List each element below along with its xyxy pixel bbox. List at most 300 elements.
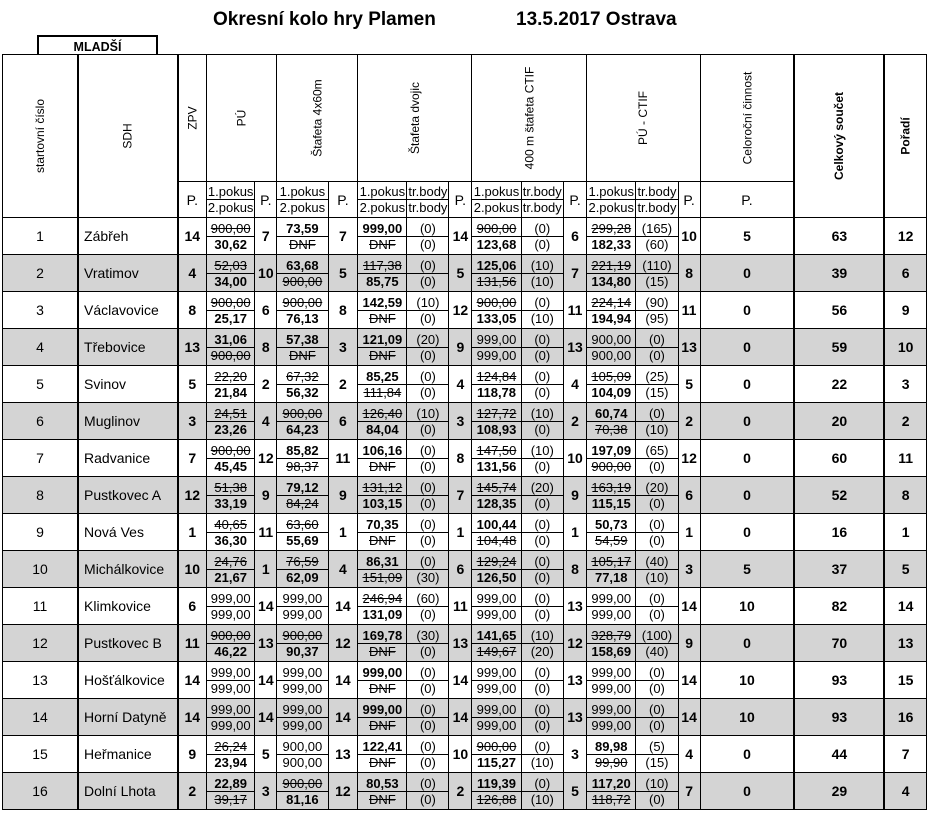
pu-points-cell: 10 (255, 255, 277, 292)
total-sum-cell: 59 (794, 329, 884, 366)
stafeta-dvojic-points-cell: 14 (449, 218, 472, 255)
pu-points-cell: 14 (255, 588, 277, 625)
stafeta400-penalty-cell: (0) (0) (521, 329, 563, 366)
table-row (3, 218, 927, 255)
pu-times-cell: 24,51 23,26 (206, 403, 255, 440)
stafeta400-points-cell: 12 (563, 625, 586, 662)
header-pu: PÚ (206, 55, 276, 182)
stafeta4x60-points-cell: 7 (328, 218, 358, 255)
header-sdh: SDH (78, 55, 178, 218)
sub-d-pokus: 1.pokus 2.pokus (358, 182, 407, 218)
stafeta-dvojic-times-cell: 169,78 DNF (358, 625, 407, 662)
stafeta400-points-cell: 6 (563, 218, 586, 255)
zpv-cell: 13 (178, 329, 207, 366)
stafeta400-times-cell: 900,00 115,27 (472, 736, 521, 773)
rank-cell: 8 (884, 477, 926, 514)
stafeta-dvojic-penalty-cell: (0) (0) (407, 773, 449, 810)
pu-points-cell: 13 (255, 625, 277, 662)
table-row (3, 551, 927, 588)
rank-cell: 12 (884, 218, 926, 255)
pu-times-cell: 22,20 21,84 (206, 366, 255, 403)
stafeta-dvojic-times-cell: 999,00 DNF (358, 699, 407, 736)
stafeta4x60-points-cell: 5 (328, 255, 358, 292)
total-sum-cell: 93 (794, 699, 884, 736)
sub-u-tr: tr.body tr.body (636, 182, 678, 218)
pu-ctif-times-cell: 163,19 115,15 (587, 477, 636, 514)
start-no-cell: 13 (3, 662, 79, 699)
stafeta400-points-cell: 10 (563, 440, 586, 477)
pu-ctif-times-cell: 328,79 158,69 (587, 625, 636, 662)
pu-points-cell: 6 (255, 292, 277, 329)
pu-ctif-points-cell: 2 (678, 403, 700, 440)
stafeta400-penalty-cell: (0) (10) (521, 292, 563, 329)
stafeta400-points-cell: 4 (563, 366, 586, 403)
zpv-cell: 12 (178, 477, 207, 514)
zpv-cell: 5 (178, 366, 207, 403)
pu-times-cell: 26,24 23,94 (206, 736, 255, 773)
pu-points-cell: 5 (255, 736, 277, 773)
pu-ctif-points-cell: 10 (678, 218, 700, 255)
pu-points-cell: 3 (255, 773, 277, 810)
celorocni-cell: 5 (700, 218, 794, 255)
sub-u-p: P. (678, 182, 700, 218)
total-sum-cell: 60 (794, 440, 884, 477)
start-no-cell: 12 (3, 625, 79, 662)
table-row (3, 440, 927, 477)
zpv-cell: 1 (178, 514, 207, 551)
stafeta-dvojic-points-cell: 12 (449, 292, 472, 329)
pu-ctif-penalty-cell: (65) (0) (636, 440, 678, 477)
pu-ctif-points-cell: 13 (678, 329, 700, 366)
stafeta400-penalty-cell: (0) (0) (521, 514, 563, 551)
sub-d-p: P. (449, 182, 472, 218)
rank-cell: 2 (884, 403, 926, 440)
stafeta-dvojic-points-cell: 8 (449, 440, 472, 477)
stafeta400-times-cell: 145,74 128,35 (472, 477, 521, 514)
start-no-cell: 8 (3, 477, 79, 514)
celorocni-cell: 0 (700, 403, 794, 440)
sub-d-tr: tr.body tr.body (407, 182, 449, 218)
stafeta4x60-times-cell: 63,60 55,69 (277, 514, 328, 551)
stafeta-dvojic-penalty-cell: (0) (0) (407, 440, 449, 477)
stafeta-dvojic-times-cell: 122,41 DNF (358, 736, 407, 773)
celorocni-cell: 0 (700, 625, 794, 662)
sdh-name-cell: Dolní Lhota (78, 773, 178, 810)
stafeta400-times-cell: 124,84 118,78 (472, 366, 521, 403)
table-row (3, 736, 927, 773)
stafeta-dvojic-points-cell: 10 (449, 736, 472, 773)
stafeta400-penalty-cell: (0) (0) (521, 551, 563, 588)
stafeta400-penalty-cell: (10) (0) (521, 440, 563, 477)
stafeta-dvojic-times-cell: 999,00 DNF (358, 662, 407, 699)
sub-c-tr: tr.body tr.body (521, 182, 563, 218)
table-row (3, 366, 927, 403)
pu-points-cell: 12 (255, 440, 277, 477)
pu-ctif-times-cell: 999,00 999,00 (587, 699, 636, 736)
total-sum-cell: 93 (794, 662, 884, 699)
date-place: 13.5.2017 Ostrava (516, 9, 677, 30)
stafeta400-times-cell: 125,06 131,56 (472, 255, 521, 292)
stafeta400-times-cell: 119,39 126,88 (472, 773, 521, 810)
pu-ctif-penalty-cell: (165) (60) (636, 218, 678, 255)
pu-ctif-times-cell: 221,19 134,80 (587, 255, 636, 292)
pu-points-cell: 1 (255, 551, 277, 588)
sub-u-pokus: 1.pokus 2.pokus (587, 182, 636, 218)
table-row (3, 255, 927, 292)
stafeta-dvojic-penalty-cell: (0) (0) (407, 366, 449, 403)
pu-times-cell: 900,00 45,45 (206, 440, 255, 477)
stafeta-dvojic-times-cell: 131,12 103,15 (358, 477, 407, 514)
zpv-cell: 8 (178, 292, 207, 329)
stafeta400-points-cell: 8 (563, 551, 586, 588)
stafeta400-penalty-cell: (10) (0) (521, 403, 563, 440)
pu-ctif-points-cell: 8 (678, 255, 700, 292)
table-row (3, 773, 927, 810)
stafeta400-penalty-cell: (0) (10) (521, 736, 563, 773)
stafeta400-penalty-cell: (10) (10) (521, 255, 563, 292)
stafeta4x60-times-cell: 57,38 DNF (277, 329, 328, 366)
stafeta-dvojic-points-cell: 7 (449, 477, 472, 514)
pu-points-cell: 7 (255, 218, 277, 255)
stafeta-dvojic-points-cell: 14 (449, 662, 472, 699)
total-sum-cell: 70 (794, 625, 884, 662)
stafeta4x60-points-cell: 11 (328, 440, 358, 477)
pu-ctif-points-cell: 1 (678, 514, 700, 551)
stafeta-dvojic-times-cell: 117,38 85,75 (358, 255, 407, 292)
results-table (2, 54, 927, 810)
stafeta-dvojic-penalty-cell: (10) (0) (407, 292, 449, 329)
stafeta-dvojic-times-cell: 126,40 84,04 (358, 403, 407, 440)
pu-ctif-times-cell: 999,00 999,00 (587, 662, 636, 699)
stafeta400-penalty-cell: (0) (0) (521, 699, 563, 736)
sub-s-pokus: 1.pokus 2.pokus (277, 182, 328, 218)
table-row (3, 403, 927, 440)
pu-ctif-times-cell: 999,00 999,00 (587, 588, 636, 625)
header-row (3, 55, 927, 182)
sdh-name-cell: Nová Ves (78, 514, 178, 551)
zpv-cell: 7 (178, 440, 207, 477)
stafeta-dvojic-points-cell: 1 (449, 514, 472, 551)
stafeta400-penalty-cell: (0) (0) (521, 218, 563, 255)
stafeta-dvojic-penalty-cell: (0) (30) (407, 551, 449, 588)
results-body (3, 55, 927, 810)
stafeta400-times-cell: 900,00 133,05 (472, 292, 521, 329)
sdh-name-cell: Třebovice (78, 329, 178, 366)
pu-ctif-points-cell: 12 (678, 440, 700, 477)
stafeta-dvojic-points-cell: 3 (449, 403, 472, 440)
stafeta4x60-times-cell: 999,00 999,00 (277, 588, 328, 625)
pu-ctif-penalty-cell: (20) (0) (636, 477, 678, 514)
pu-ctif-points-cell: 14 (678, 699, 700, 736)
stafeta400-times-cell: 147,50 131,56 (472, 440, 521, 477)
stafeta400-points-cell: 9 (563, 477, 586, 514)
start-no-cell: 10 (3, 551, 79, 588)
stafeta-dvojic-points-cell: 6 (449, 551, 472, 588)
zpv-cell: 4 (178, 255, 207, 292)
rank-cell: 14 (884, 588, 926, 625)
total-sum-cell: 82 (794, 588, 884, 625)
stafeta400-points-cell: 1 (563, 514, 586, 551)
start-no-cell: 6 (3, 403, 79, 440)
total-sum-cell: 39 (794, 255, 884, 292)
stafeta400-points-cell: 13 (563, 588, 586, 625)
sdh-name-cell: Horní Datyně (78, 699, 178, 736)
sdh-name-cell: Radvanice (78, 440, 178, 477)
stafeta400-points-cell: 7 (563, 255, 586, 292)
pu-ctif-points-cell: 14 (678, 588, 700, 625)
table-row (3, 662, 927, 699)
header-stafeta400: 400 m štafeta CTIF (472, 55, 587, 182)
pu-ctif-penalty-cell: (100) (40) (636, 625, 678, 662)
pu-ctif-penalty-cell: (0) (0) (636, 662, 678, 699)
stafeta-dvojic-penalty-cell: (0) (0) (407, 699, 449, 736)
pu-times-cell: 31,06 900,00 (206, 329, 255, 366)
table-row (3, 588, 927, 625)
pu-times-cell: 52,03 34,00 (206, 255, 255, 292)
stafeta4x60-times-cell: 900,00 900,00 (277, 736, 328, 773)
pu-ctif-times-cell: 900,00 900,00 (587, 329, 636, 366)
pu-times-cell: 51,38 33,19 (206, 477, 255, 514)
pu-ctif-points-cell: 11 (678, 292, 700, 329)
total-sum-cell: 37 (794, 551, 884, 588)
rank-cell: 6 (884, 255, 926, 292)
sdh-name-cell: Vratimov (78, 255, 178, 292)
header-celorocni: Celoroční činnost (700, 55, 794, 182)
stafeta400-times-cell: 127,72 108,93 (472, 403, 521, 440)
total-sum-cell: 20 (794, 403, 884, 440)
stafeta-dvojic-penalty-cell: (10) (0) (407, 403, 449, 440)
stafeta4x60-points-cell: 13 (328, 736, 358, 773)
rank-cell: 9 (884, 292, 926, 329)
stafeta400-penalty-cell: (20) (0) (521, 477, 563, 514)
stafeta-dvojic-penalty-cell: (0) (0) (407, 736, 449, 773)
pu-times-cell: 999,00 999,00 (206, 662, 255, 699)
pu-ctif-penalty-cell: (0) (10) (636, 403, 678, 440)
stafeta-dvojic-times-cell: 142,59 DNF (358, 292, 407, 329)
stafeta4x60-times-cell: 63,68 900,00 (277, 255, 328, 292)
sdh-name-cell: Zábřeh (78, 218, 178, 255)
sub-s-p: P. (328, 182, 358, 218)
pu-ctif-times-cell: 89,98 99,90 (587, 736, 636, 773)
sdh-name-cell: Pustkovec B (78, 625, 178, 662)
pu-points-cell: 14 (255, 662, 277, 699)
stafeta-dvojic-penalty-cell: (60) (0) (407, 588, 449, 625)
stafeta-dvojic-points-cell: 11 (449, 588, 472, 625)
zpv-cell: 14 (178, 699, 207, 736)
start-no-cell: 16 (3, 773, 79, 810)
stafeta400-penalty-cell: (0) (0) (521, 588, 563, 625)
table-row (3, 292, 927, 329)
stafeta4x60-points-cell: 12 (328, 773, 358, 810)
rank-cell: 5 (884, 551, 926, 588)
total-sum-cell: 22 (794, 366, 884, 403)
pu-ctif-penalty-cell: (10) (0) (636, 773, 678, 810)
table-row (3, 329, 927, 366)
stafeta4x60-points-cell: 3 (328, 329, 358, 366)
pu-ctif-points-cell: 6 (678, 477, 700, 514)
pu-ctif-points-cell: 3 (678, 551, 700, 588)
stafeta4x60-points-cell: 14 (328, 588, 358, 625)
stafeta400-times-cell: 129,24 126,50 (472, 551, 521, 588)
stafeta-dvojic-penalty-cell: (0) (0) (407, 218, 449, 255)
celorocni-cell: 0 (700, 255, 794, 292)
rank-cell: 11 (884, 440, 926, 477)
pu-ctif-penalty-cell: (0) (0) (636, 588, 678, 625)
stafeta-dvojic-points-cell: 4 (449, 366, 472, 403)
stafeta4x60-times-cell: 900,00 90,37 (277, 625, 328, 662)
celorocni-cell: 0 (700, 514, 794, 551)
header-pu-ctif: PÚ - CTIF (587, 55, 700, 182)
celorocni-cell: 10 (700, 699, 794, 736)
stafeta400-times-cell: 999,00 999,00 (472, 329, 521, 366)
total-sum-cell: 44 (794, 736, 884, 773)
stafeta400-times-cell: 100,44 104,48 (472, 514, 521, 551)
total-sum-cell: 56 (794, 292, 884, 329)
stafeta-dvojic-penalty-cell: (0) (0) (407, 477, 449, 514)
start-no-cell: 4 (3, 329, 79, 366)
stafeta-dvojic-penalty-cell: (0) (0) (407, 662, 449, 699)
stafeta400-times-cell: 900,00 123,68 (472, 218, 521, 255)
pu-times-cell: 900,00 46,22 (206, 625, 255, 662)
pu-points-cell: 2 (255, 366, 277, 403)
pu-times-cell: 40,65 36,30 (206, 514, 255, 551)
stafeta400-points-cell: 5 (563, 773, 586, 810)
celorocni-cell: 0 (700, 736, 794, 773)
stafeta-dvojic-penalty-cell: (0) (0) (407, 255, 449, 292)
stafeta400-times-cell: 999,00 999,00 (472, 699, 521, 736)
stafeta-dvojic-times-cell: 106,16 DNF (358, 440, 407, 477)
pu-points-cell: 9 (255, 477, 277, 514)
zpv-cell: 2 (178, 773, 207, 810)
stafeta400-times-cell: 999,00 999,00 (472, 662, 521, 699)
stafeta400-points-cell: 13 (563, 662, 586, 699)
header-zpv: ZPV (178, 55, 207, 182)
start-no-cell: 2 (3, 255, 79, 292)
page-title: Okresní kolo hry Plamen (213, 9, 436, 30)
pu-points-cell: 14 (255, 699, 277, 736)
total-sum-cell: 16 (794, 514, 884, 551)
sdh-name-cell: Václavovice (78, 292, 178, 329)
sdh-name-cell: Hošťálkovice (78, 662, 178, 699)
stafeta-dvojic-times-cell: 121,09 DNF (358, 329, 407, 366)
stafeta-dvojic-times-cell: 85,25 111,84 (358, 366, 407, 403)
stafeta400-points-cell: 13 (563, 329, 586, 366)
table-row (3, 625, 927, 662)
header-celkovy: Celkový součet (794, 55, 884, 218)
stafeta4x60-times-cell: 76,59 62,09 (277, 551, 328, 588)
stafeta4x60-points-cell: 2 (328, 366, 358, 403)
table-row (3, 477, 927, 514)
pu-ctif-times-cell: 105,09 104,09 (587, 366, 636, 403)
stafeta-dvojic-points-cell: 13 (449, 625, 472, 662)
stafeta4x60-times-cell: 73,59 DNF (277, 218, 328, 255)
zpv-cell: 3 (178, 403, 207, 440)
stafeta4x60-points-cell: 6 (328, 403, 358, 440)
rank-cell: 7 (884, 736, 926, 773)
rank-cell: 4 (884, 773, 926, 810)
pu-ctif-penalty-cell: (25) (15) (636, 366, 678, 403)
stafeta4x60-points-cell: 4 (328, 551, 358, 588)
pu-points-cell: 8 (255, 329, 277, 366)
rank-cell: 10 (884, 329, 926, 366)
pu-points-cell: 4 (255, 403, 277, 440)
stafeta-dvojic-points-cell: 5 (449, 255, 472, 292)
table-row (3, 514, 927, 551)
total-sum-cell: 63 (794, 218, 884, 255)
stafeta400-points-cell: 3 (563, 736, 586, 773)
stafeta4x60-points-cell: 14 (328, 662, 358, 699)
stafeta400-times-cell: 999,00 999,00 (472, 588, 521, 625)
pu-ctif-times-cell: 105,17 77,18 (587, 551, 636, 588)
total-sum-cell: 52 (794, 477, 884, 514)
pu-points-cell: 11 (255, 514, 277, 551)
pu-ctif-points-cell: 4 (678, 736, 700, 773)
sdh-name-cell: Pustkovec A (78, 477, 178, 514)
start-no-cell: 7 (3, 440, 79, 477)
pu-ctif-penalty-cell: (40) (10) (636, 551, 678, 588)
pu-ctif-points-cell: 7 (678, 773, 700, 810)
pu-ctif-times-cell: 224,14 194,94 (587, 292, 636, 329)
stafeta4x60-points-cell: 12 (328, 625, 358, 662)
header-start-no: startovní číslo (3, 55, 79, 218)
stafeta-dvojic-points-cell: 14 (449, 699, 472, 736)
stafeta4x60-times-cell: 85,82 98,37 (277, 440, 328, 477)
pu-ctif-penalty-cell: (110) (15) (636, 255, 678, 292)
stafeta4x60-times-cell: 900,00 76,13 (277, 292, 328, 329)
stafeta400-points-cell: 13 (563, 699, 586, 736)
stafeta4x60-points-cell: 9 (328, 477, 358, 514)
pu-ctif-penalty-cell: (0) (0) (636, 699, 678, 736)
stafeta-dvojic-points-cell: 9 (449, 329, 472, 366)
celorocni-cell: 5 (700, 551, 794, 588)
stafeta4x60-points-cell: 8 (328, 292, 358, 329)
header-poradi: Pořadí (884, 55, 926, 218)
pu-ctif-times-cell: 50,73 54,59 (587, 514, 636, 551)
pu-ctif-points-cell: 9 (678, 625, 700, 662)
celorocni-cell: 10 (700, 662, 794, 699)
stafeta-dvojic-penalty-cell: (20) (0) (407, 329, 449, 366)
sub-pu-pokus: 1.pokus 2.pokus (206, 182, 255, 218)
sub-pu-p: P. (255, 182, 277, 218)
zpv-cell: 6 (178, 588, 207, 625)
stafeta4x60-times-cell: 900,00 81,16 (277, 773, 328, 810)
pu-ctif-times-cell: 60,74 70,38 (587, 403, 636, 440)
stafeta4x60-times-cell: 79,12 84,24 (277, 477, 328, 514)
start-no-cell: 11 (3, 588, 79, 625)
pu-ctif-points-cell: 14 (678, 662, 700, 699)
stafeta400-points-cell: 11 (563, 292, 586, 329)
sub-c-p: P. (563, 182, 586, 218)
start-no-cell: 3 (3, 292, 79, 329)
sdh-name-cell: Heřmanice (78, 736, 178, 773)
stafeta400-penalty-cell: (10) (20) (521, 625, 563, 662)
sub-cel-p: P. (700, 182, 794, 218)
celorocni-cell: 0 (700, 477, 794, 514)
header-stafeta4x60: Štafeta 4x60m (277, 55, 358, 182)
pu-ctif-times-cell: 117,20 118,72 (587, 773, 636, 810)
sdh-name-cell: Klimkovice (78, 588, 178, 625)
pu-ctif-points-cell: 5 (678, 366, 700, 403)
sdh-name-cell: Muglinov (78, 403, 178, 440)
pu-ctif-penalty-cell: (90) (95) (636, 292, 678, 329)
stafeta4x60-times-cell: 900,00 64,23 (277, 403, 328, 440)
stafeta-dvojic-times-cell: 86,31 151,09 (358, 551, 407, 588)
stafeta4x60-points-cell: 14 (328, 699, 358, 736)
start-no-cell: 5 (3, 366, 79, 403)
stafeta-dvojic-points-cell: 2 (449, 773, 472, 810)
pu-times-cell: 999,00 999,00 (206, 588, 255, 625)
sdh-name-cell: Svinov (78, 366, 178, 403)
